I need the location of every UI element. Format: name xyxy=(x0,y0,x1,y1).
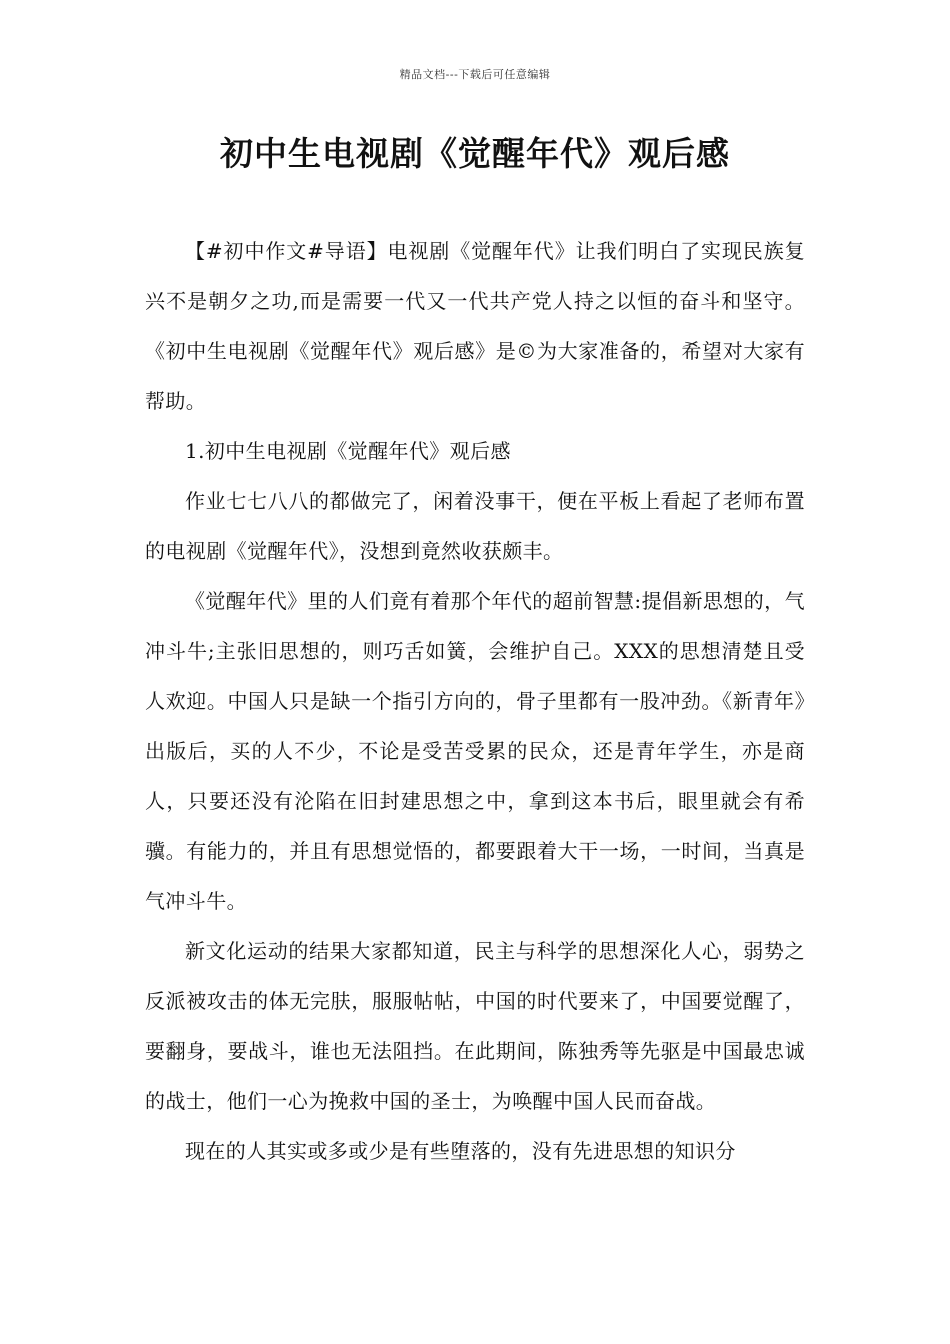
document-body xyxy=(145,226,805,1176)
paragraph: 作业七七八八的都做完了，闲着没事干，便在平板上看起了老师布置的电视剧《觉醒年代》，没想到竟然收获颇丰。 xyxy=(145,489,805,563)
paragraph-intro: 【#初中作文#导语】电视剧《觉醒年代》让我们明白了实现民族复兴不是朝夕之功,而是需要一代又一代共产党人持之以恒的奋斗和坚守。《初中生电视剧《觉醒年代》观后感》是©为大家准备的，希望对大家有帮助。 xyxy=(145,239,805,413)
paragraph: 现在的人其实或多或少是有些堕落的，没有先进思想的知识分 xyxy=(185,1139,736,1163)
paragraph: 《觉醒年代》里的人们竟有着那个年代的超前智慧:提倡新思想的，气冲斗牛;主张旧思想的，则巧舌如簧，会维护自己。XXX的思想清楚且受人欢迎。中国人只是缺一个指引方向的，骨子里都有一股冲劲。《新青年》出版后，买的人不少，不论是受苦受累的民众，还是青年学生，亦是商人，只要还没有沦陷在旧封建思想之中，拿到这本书后，眼里就会有希骥。有能力的，并且有思想觉悟的，都要跟着大干一场，一时间，当真是气冲斗牛。 xyxy=(145,589,805,913)
paragraph-section-heading: 1.初中生电视剧《觉醒年代》观后感 xyxy=(185,439,511,463)
header-note: 精品文档---下载后可任意编辑 xyxy=(399,68,551,81)
paragraph: 新文化运动的结果大家都知道，民主与科学的思想深化人心，弱势之反派被攻击的体无完肤，服服帖帖，中国的时代要来了，中国要觉醒了，要翻身，要战斗，谁也无法阻挡。在此期间，陈独秀等先驱是中国最忠诚的战士，他们一心为挽救中国的圣士，为唤醒中国人民而奋战。 xyxy=(145,939,805,1113)
document-title: 初中生电视剧《觉醒年代》观后感 xyxy=(220,134,730,173)
